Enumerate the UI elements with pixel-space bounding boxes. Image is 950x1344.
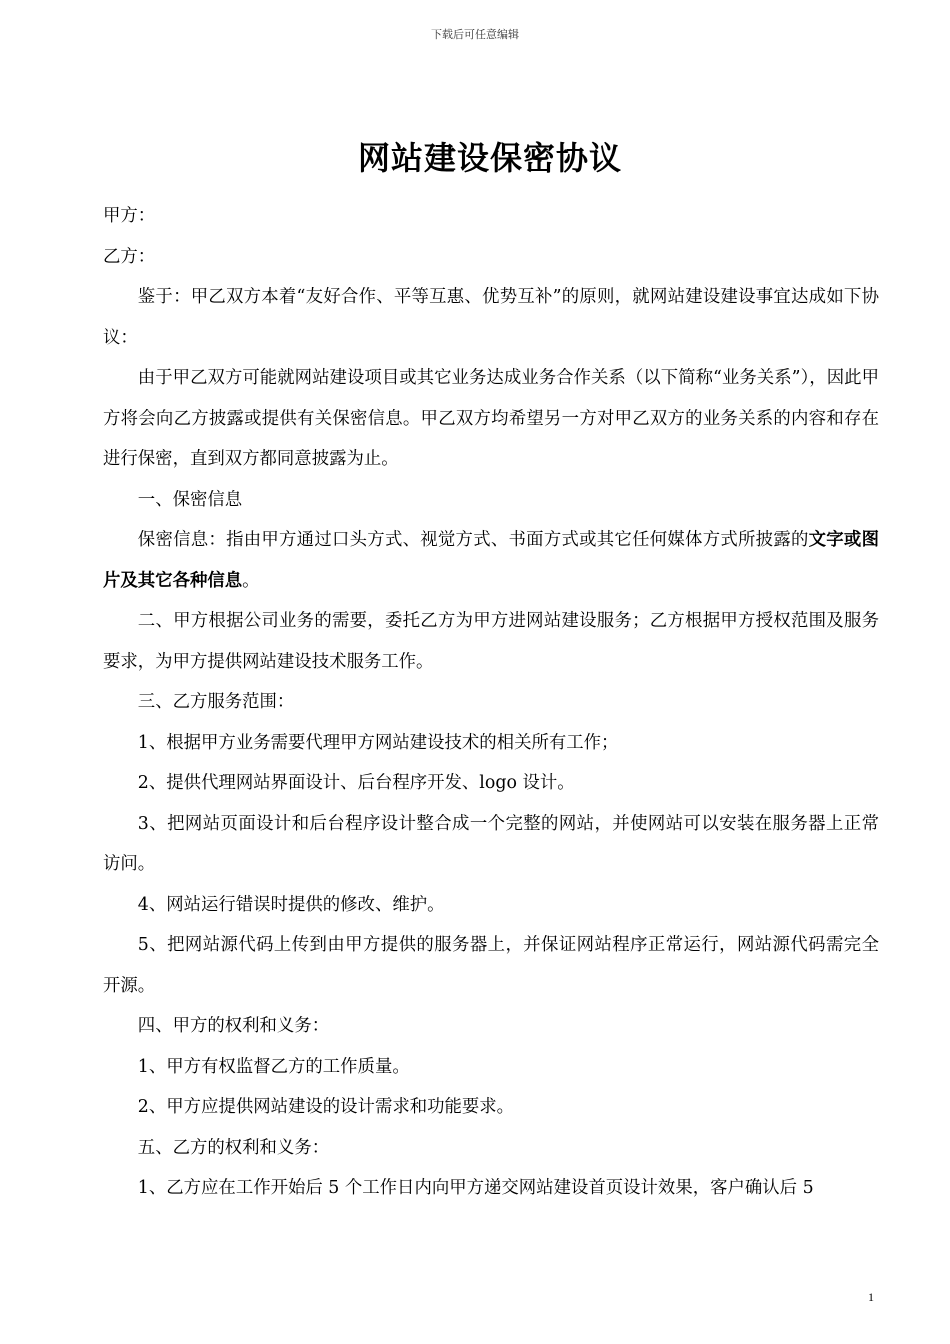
section-1-end: 。: [242, 570, 260, 591]
section-4-item-2: 2、甲方应提供网站建设的设计需求和功能要求。: [137, 1097, 515, 1117]
business-relation-paragraph: 由于甲乙双方可能就网站建设项目或其它业务达成业务合作关系（以下简称“业务关系”），因此甲方将会向乙方披露或提供有关保密信息。甲乙双方均希望另一方对甲乙双方的业务关系的内容和存在进行保密，直到双方都同意披露为止。: [103, 368, 879, 469]
section-1-heading: 一、保密信息: [137, 489, 243, 510]
section-4-heading: 四、甲方的权利和义务：: [137, 1016, 330, 1036]
section-1-bold-text: 文字或图片及其它各种信息: [103, 530, 879, 591]
document-title: 网站建设保密协议: [357, 139, 622, 177]
section-1-text: 保密信息：指由甲方通过口头方式、视觉方式、书面方式或其它任何媒体方式所披露的: [137, 530, 809, 550]
section-4-item-1: 1、甲方有权监督乙方的工作质量。: [137, 1056, 410, 1077]
page-number: 1: [868, 1290, 874, 1304]
section-3-item-5: 5、把网站源代码上传到由甲方提供的服务器上，并保证网站程序正常运行，网站源代码需完全开源。: [103, 935, 879, 996]
document-body: [103, 196, 879, 1209]
section-3-item-2: 2、提供代理网站界面设计、后台程序开发、logo 设计。: [137, 773, 575, 793]
page-header: 下载后可任意编辑: [431, 28, 519, 41]
section-5-heading: 五、乙方的权利和义务：: [137, 1137, 330, 1158]
party-a-line: 甲方：: [103, 206, 156, 226]
section-3-item-3: 3、把网站页面设计和后台程序设计整合成一个完整的网站，并使网站可以安装在服务器上正常访问。: [103, 813, 879, 874]
section-3-heading: 三、乙方服务范围：: [137, 692, 295, 712]
preamble-paragraph: 鉴于：甲乙双方本着“友好合作、平等互惠、优势互补”的原则，就网站建设建设事宜达成如下协议：: [103, 287, 879, 348]
section-5-item-1: 1、乙方应在工作开始后 5 个工作日内向甲方递交网站建设首页设计效果，客户确认后 5: [137, 1178, 814, 1198]
section-3-item-1: 1、根据甲方业务需要代理甲方网站建设技术的相关所有工作；: [137, 732, 619, 753]
party-b-line: 乙方：: [103, 246, 156, 267]
section-2-paragraph: 二、甲方根据公司业务的需要，委托乙方为甲方进网站建设服务；乙方根据甲方授权范围及服务要求，为甲方提供网站建设技术服务工作。: [103, 611, 879, 672]
section-3-item-4: 4、网站运行错误时提供的修改、维护。: [137, 894, 445, 915]
section-1-paragraph: [103, 520, 879, 601]
